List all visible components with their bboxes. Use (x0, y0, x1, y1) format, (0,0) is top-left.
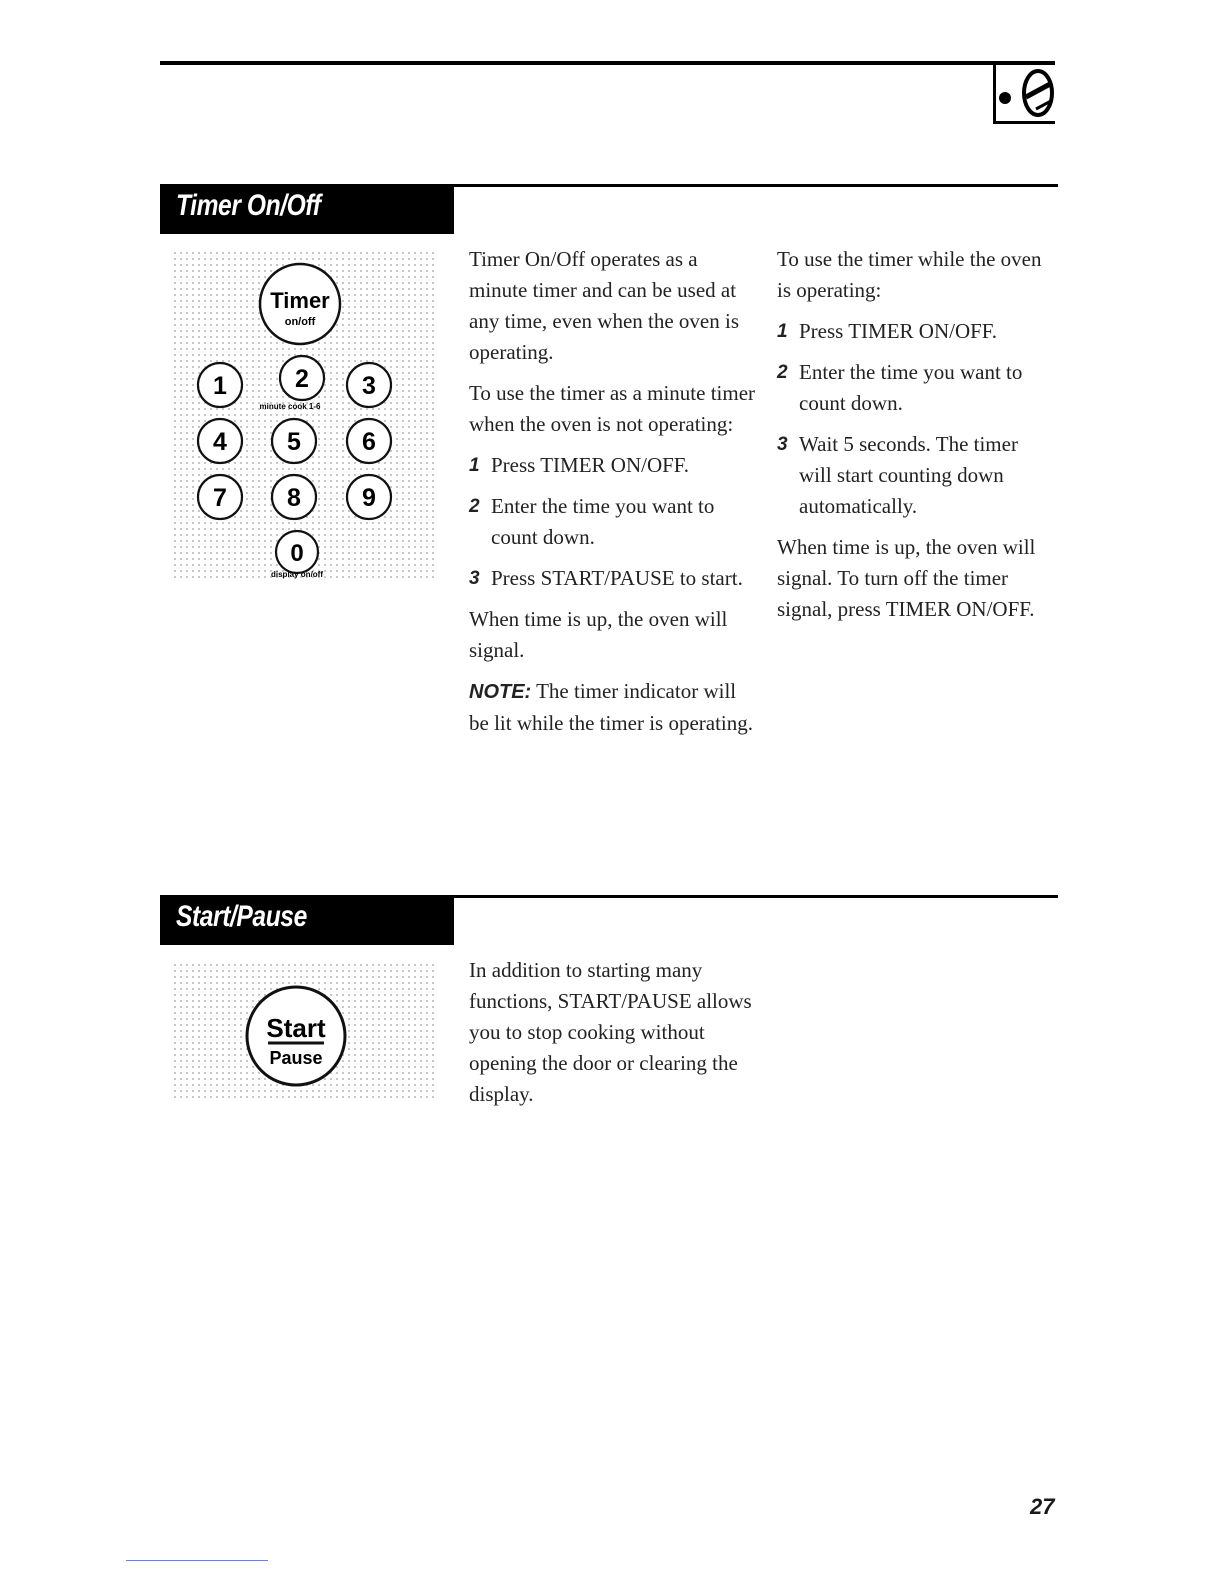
digit-keys (198, 356, 391, 579)
start-body: In addition to starting many functions, START/PAUSE allows you to stop cooking without opening the door or clearing the display. (469, 958, 752, 1106)
key-0-label: 0 (290, 540, 304, 567)
step-text: Press TIMER ON/OFF. (799, 319, 998, 343)
start-pause-key (247, 987, 345, 1085)
step-item (777, 429, 1047, 522)
key-5-label: 5 (287, 428, 301, 456)
start-key-illustration (172, 962, 434, 1100)
step-item (469, 563, 759, 594)
key-1-label: 1 (213, 372, 227, 400)
timer-after-text: When time is up, the oven will signal. (469, 607, 728, 662)
step-number: 1 (777, 321, 788, 342)
key-2-label: 2 (295, 365, 309, 393)
corner-tab (993, 61, 1055, 124)
timer-subhead-operating: To use the timer while the oven is operating: (777, 247, 1042, 302)
step-number: 3 (469, 568, 480, 589)
step-number: 1 (469, 455, 480, 476)
pause-key-label: Pause (269, 1048, 323, 1068)
start-column (469, 955, 759, 1120)
section-rule (454, 895, 1058, 898)
step-number: 2 (777, 362, 788, 383)
key-7-label: 7 (213, 484, 227, 512)
step-item (777, 357, 1047, 419)
timer-intro: Timer On/Off operates as a minute timer and can be used at any time, even when the oven is operating. (469, 247, 740, 364)
step-number: 2 (469, 496, 480, 517)
note-text: The timer indicator will be lit while the timer is operating. (469, 679, 754, 735)
key-6-label: 6 (362, 428, 376, 456)
step-text: Enter the time you want to count down. (799, 360, 1023, 415)
step-number: 3 (777, 434, 788, 455)
note-label: NOTE: (469, 681, 532, 703)
display-label: display on/off (271, 570, 323, 579)
footer-rule (126, 1560, 268, 1561)
timer-note (469, 676, 759, 739)
section-title: Start/Pause (176, 900, 307, 933)
minute-cook-label: minute cook 1-6 (259, 402, 321, 411)
timer-column-2 (777, 244, 1047, 635)
oven-badge-icon (996, 61, 1058, 124)
section-heading-start (160, 895, 454, 945)
step-item (469, 491, 759, 553)
section-heading-timer (160, 184, 454, 234)
key-8-label: 8 (287, 484, 301, 512)
step-text: Wait 5 seconds. The timer will start counting down automatically. (799, 432, 1018, 518)
timer-key-label: Timer (270, 288, 330, 313)
key-3-label: 3 (362, 372, 376, 400)
start-key-label: Start (266, 1013, 326, 1043)
step-text: Enter the time you want to count down. (491, 494, 715, 549)
timer-keypad-panel (172, 250, 434, 580)
timer-key (260, 264, 340, 344)
page-number: 27 (1030, 1494, 1055, 1519)
key-4-label: 4 (213, 428, 227, 456)
key-9-label: 9 (362, 484, 376, 512)
section-rule (454, 184, 1058, 187)
timer-key-sublabel: on/off (284, 316, 316, 328)
section-title: Timer On/Off (176, 189, 321, 222)
timer-column-1 (469, 244, 759, 749)
keypad-illustration (172, 250, 434, 580)
step-text: Press START/PAUSE to start. (491, 566, 743, 590)
step-item (469, 450, 759, 481)
start-key-panel (172, 962, 434, 1100)
header-rule (160, 61, 1055, 65)
step-item (777, 316, 1047, 347)
timer-signal-text: When time is up, the oven will signal. To turn off the timer signal, press TIMER ON/OFF. (777, 535, 1036, 621)
step-text: Press TIMER ON/OFF. (491, 453, 690, 477)
timer-subhead-not-operating: To use the timer as a minute timer when the oven is not operating: (469, 381, 756, 436)
